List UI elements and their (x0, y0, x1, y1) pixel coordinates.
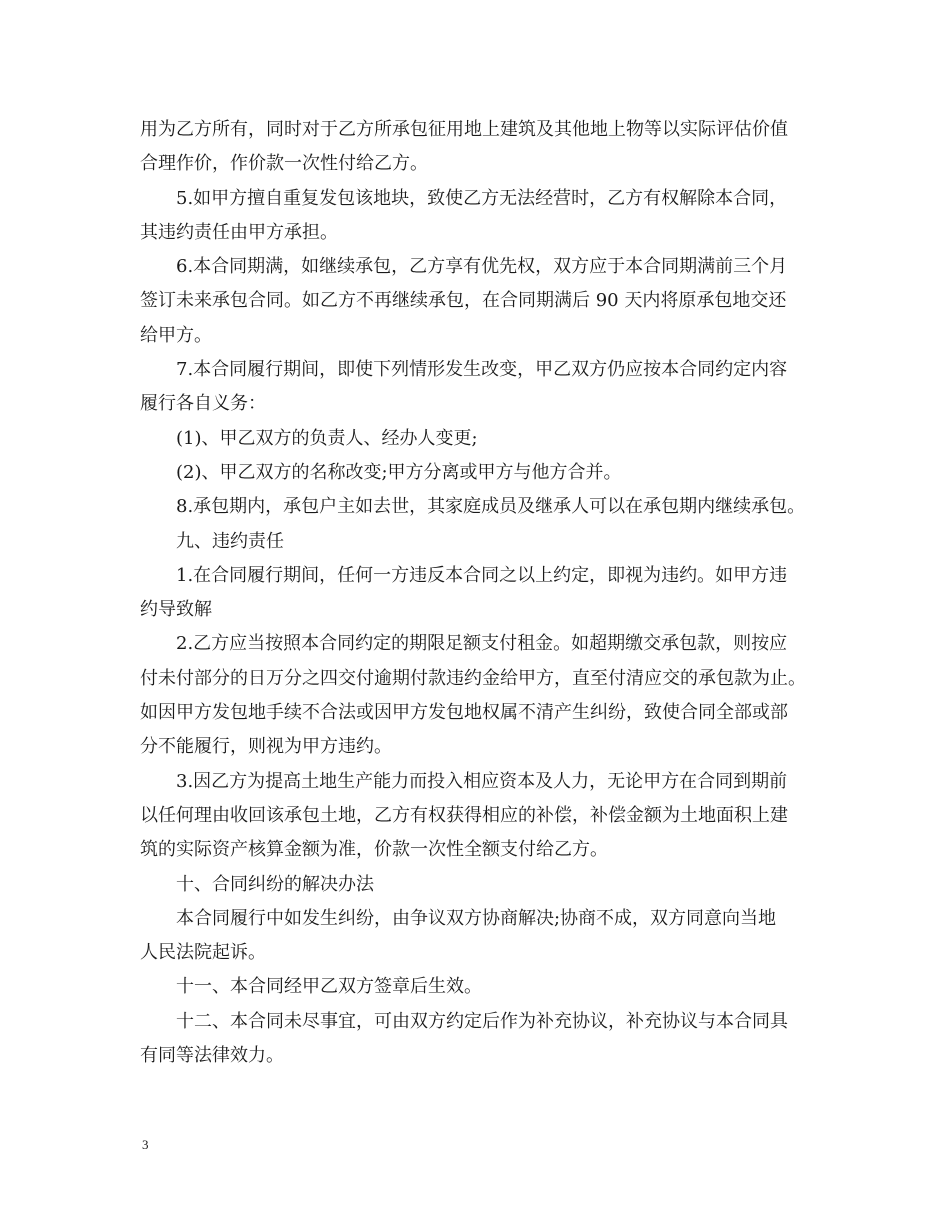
text-line: 九、违约责任 (176, 530, 284, 552)
text-line: 6.本合同期满，如继续承包，乙方享有优先权，双方应于本合同期满前三个月 (176, 256, 788, 278)
text-line: 2.乙方应当按照本合同约定的期限足额支付租金。如超期缴交承包款，则按应 (176, 633, 788, 655)
text-line: 分不能履行，则视为甲方违约。 (140, 736, 392, 758)
page-number: 3 (142, 1137, 149, 1152)
text-line: 履行各自义务： (140, 393, 266, 415)
text-line: 以任何理由收回该承包土地，乙方有权获得相应的补偿，补偿金额为土地面积上建 (140, 804, 788, 826)
text-line: 筑的实际资产核算金额为准，价款一次性全额支付给乙方。 (140, 839, 608, 861)
text-line: 7.本合同履行期间，即使下列情形发生改变，甲乙双方仍应按本合同约定内容 (176, 359, 788, 381)
text-line: 人民法院起诉。 (140, 942, 266, 964)
text-line: 合理作价，作价款一次性付给乙方。 (140, 153, 428, 175)
text-line: (1)、甲乙双方的负责人、经办人变更; (176, 427, 478, 449)
text-line: 十、合同纠纷的解决办法 (176, 873, 374, 895)
text-line: 5.如甲方擅自重复发包该地块，致使乙方无法经营时，乙方有权解除本合同， (176, 187, 788, 209)
document-body (140, 113, 830, 1073)
text-line: 本合同履行中如发生纠纷，由争议双方协商解决;协商不成，双方同意向当地 (176, 907, 777, 929)
text-line: (2)、甲乙双方的名称改变;甲方分离或甲方与他方合并。 (176, 461, 622, 483)
text-line: 十二、本合同未尽事宜，可由双方约定后作为补充协议，补充协议与本合同具 (176, 1010, 788, 1032)
text-line: 十一、本合同经甲乙双方签章后生效。 (176, 976, 482, 998)
text-line: 用为乙方所有，同时对于乙方所承包征用地上建筑及其他地上物等以实际评估价值 (140, 119, 788, 140)
text-line: 约导致解 (140, 599, 212, 621)
text-line: 其违约责任由甲方承担。 (140, 221, 338, 243)
text-line: 如因甲方发包地手续不合法或因甲方发包地权属不清产生纠纷，致使合同全部或部 (140, 702, 788, 724)
text-line: 1.在合同履行期间，任何一方违反本合同之以上约定，即视为违约。如甲方违 (176, 564, 788, 586)
text-line: 给甲方。 (140, 324, 212, 346)
text-line: 有同等法律效力。 (140, 1045, 284, 1067)
text-line: 签订未来承包合同。如乙方不再继续承包，在合同期满后 90 天内将原承包地交还 (140, 290, 787, 312)
text-line: 3.因乙方为提高土地生产能力而投入相应资本及人力，无论甲方在合同到期前 (176, 770, 788, 792)
text-line: 付未付部分的日万分之四交付逾期付款违约金给甲方，直至付清应交的承包款为止。 (140, 667, 806, 689)
text-line: 8.承包期内，承包户主如去世，其家庭成员及继承人可以在承包期内继续承包。 (176, 496, 806, 518)
